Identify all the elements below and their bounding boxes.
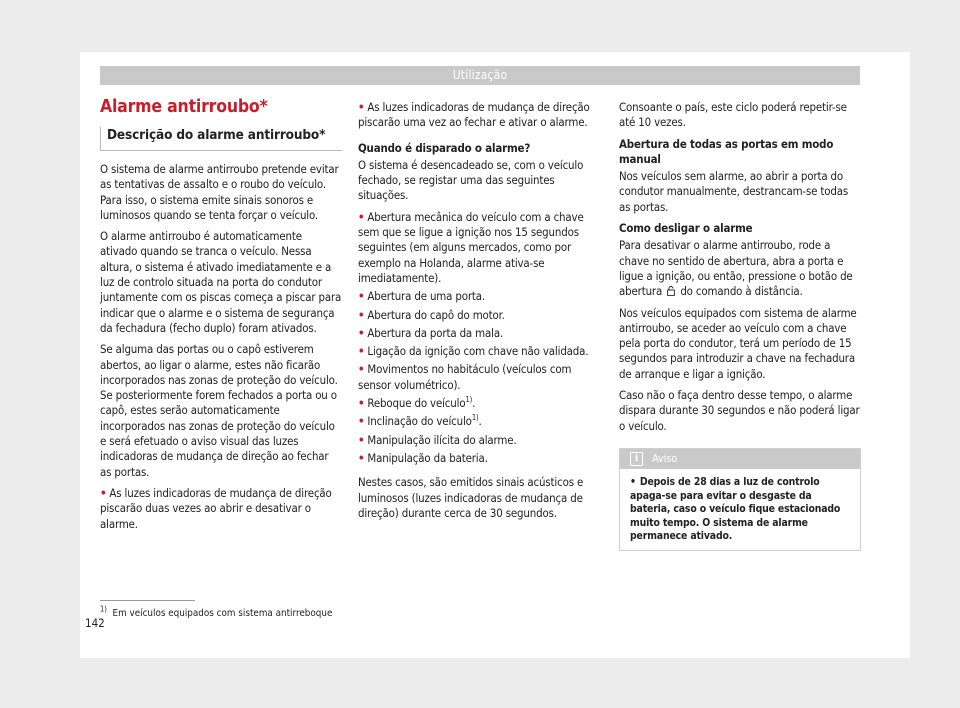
- section-header: Utilização: [100, 66, 860, 85]
- bullet-text: Ligação da ignição com chave não validada.: [367, 344, 589, 359]
- bullet-icon: •: [358, 344, 365, 359]
- footnote-ref: 1): [471, 413, 479, 423]
- bullet-icon: •: [358, 414, 365, 429]
- paragraph: Caso não o faça dentro desse tempo, o alarme dispara durante 30 segundos e não poderá ligar o veículo.: [619, 388, 860, 433]
- section-heading: Como desligar o alarme: [619, 221, 753, 236]
- paragraph: Consoante o país, este ciclo poderá repetir-se até 10 vezes.: [619, 100, 847, 130]
- bullet-item: [358, 100, 602, 131]
- footnote-text: Em veículos equipados com sistema antirreboque: [112, 608, 333, 619]
- bullet-text: As luzes indicadoras de mudança de direção piscarão uma vez ao fechar e ativar o alarme.: [358, 100, 590, 130]
- bullet-item: [358, 433, 602, 448]
- footnote-ref: 1): [465, 395, 473, 405]
- bullet-item: [358, 326, 602, 341]
- bullet-text: Abertura de uma porta.: [367, 289, 486, 304]
- column-2: [358, 100, 602, 527]
- paragraph: Nestes casos, são emitidos sinais acústicos e luminosos (luzes indicadoras de mudança de direção) durante cerca de 30 segundos.: [358, 475, 584, 520]
- paragraph: O sistema de alarme antirroubo pretende evitar as tentativas de assalto e o roubo do veículo. Para isso, o sistema emite sinais sonoros e luminosos quando se tenta forçar o veículo.: [100, 162, 339, 222]
- bullet-item: [358, 210, 602, 286]
- page-number: 142: [85, 616, 105, 630]
- bullet-item: [358, 344, 602, 359]
- bullet-icon: •: [100, 485, 107, 500]
- bullet-item: [358, 308, 602, 323]
- bullet-icon: •: [358, 209, 365, 224]
- bullet-item: • Reboque do veículo$^{1)}$.: [358, 395, 476, 411]
- section-heading: Abertura de todas as portas em modo manual: [619, 136, 834, 166]
- bullet-text: Abertura mecânica do veículo com a chave sem que se ligue a ignição nos 15 segundos seguintes (em alguns mercados, como por exemplo na Holanda, alarme ativa-se imediatamente).: [358, 209, 584, 285]
- section-heading: Quando é disparado o alarme?: [358, 140, 531, 155]
- bullet-item: • Inclinação do veículo$^{1)}$.: [358, 413, 482, 429]
- subtitle-block: [100, 127, 342, 151]
- bullet-text: Manipulação da bateria.: [367, 450, 488, 465]
- bullet-icon: •: [358, 325, 365, 340]
- bullet-icon: •: [358, 100, 365, 114]
- bullet-item: [358, 289, 602, 304]
- bullet-icon: •: [358, 307, 365, 322]
- page-title: Alarme antirroubo*: [100, 97, 268, 117]
- bullet-text: Movimentos no habitáculo (veículos com sensor volumétrico).: [358, 362, 572, 392]
- bullet-text: Abertura do capô do motor.: [367, 307, 505, 322]
- info-icon: i: [630, 452, 643, 466]
- subtitle: Descrição do alarme antirroubo*: [107, 127, 326, 143]
- warning-header: [620, 449, 860, 469]
- bullet-icon: •: [358, 396, 365, 411]
- paragraph: Nos veículos equipados com sistema de alarme antirroubo, se aceder ao veículo com a chave pela porta do condutor, terá um período de 15 segundos para introduzir a chave na fechadura de arranque e ligar a ignição.: [619, 305, 857, 381]
- bullet-text: Reboque do veículo: [367, 396, 466, 411]
- paragraph-text: Para desativar o alarme antirroubo, rode a chave no sentido de abertura, abra a porta e ligue a ignição, ou então, pressione o botão de abertura: [619, 238, 853, 299]
- paragraph-text: do comando à distância.: [680, 284, 803, 299]
- bullet-item: [100, 486, 342, 532]
- column-3: [619, 100, 861, 551]
- footnote: [100, 604, 333, 619]
- paragraph: Se alguma das portas ou o capô estiverem abertos, ao ligar o alarme, estes não ficarão incorporados nas zonas de proteção do veículo. Se posteriormente forem fechados a porta ou o capô, estes serão automaticamente incorporados nas zonas de proteção do veículo e será efetuado o aviso visual das luzes indicadoras de mudança de direção ao fechar as portas.: [100, 342, 338, 479]
- warning-title: Aviso: [652, 451, 678, 465]
- bullet-icon: •: [358, 362, 365, 377]
- paragraph: O alarme antirroubo é automaticamente ativado quando se tranca o veículo. Nessa altura, o sistema é ativado imediatamente e a luz de controlo situada na porta do condutor juntamente com os piscas começa a piscar para indicar que o alarme e o sistema de segurança da fechadura (fecho duplo) foram ativados.: [100, 229, 342, 335]
- bullet-icon: •: [358, 432, 365, 447]
- warning-body: [620, 469, 860, 550]
- bullet-text: Inclinação do veículo: [367, 414, 472, 429]
- paragraph: [619, 238, 861, 299]
- paragraph: Nos veículos sem alarme, ao abrir a porta do condutor manualmente, destrancam-se todas as portas.: [619, 169, 849, 214]
- bullet-text: As luzes indicadoras de mudança de direção piscarão duas vezes ao abrir e desativar o alarme.: [100, 485, 332, 531]
- footnote-mark: 1): [100, 604, 107, 614]
- column-1: [100, 96, 342, 535]
- bullet-item: [358, 451, 602, 466]
- unlock-icon: [667, 286, 675, 296]
- bullet-text: Manipulação ilícita do alarme.: [367, 432, 517, 447]
- warning-text: Depois de 28 dias a luz de controlo apaga-se para evitar o desgaste da bateria, caso o veículo fique estacionado muito tempo. O sistema de alarme permanece ativado.: [630, 475, 841, 543]
- bullet-text: Abertura da porta da mala.: [367, 325, 504, 340]
- paragraph: O sistema é desencadeado se, com o veículo fechado, se registar uma das seguintes situações.: [358, 157, 584, 203]
- bullet-icon: •: [630, 475, 636, 488]
- footnote-divider: [100, 600, 195, 601]
- bullet-icon: •: [358, 289, 365, 304]
- warning-box: [619, 448, 861, 551]
- bullet-item: [358, 362, 602, 393]
- bullet-icon: •: [358, 450, 365, 465]
